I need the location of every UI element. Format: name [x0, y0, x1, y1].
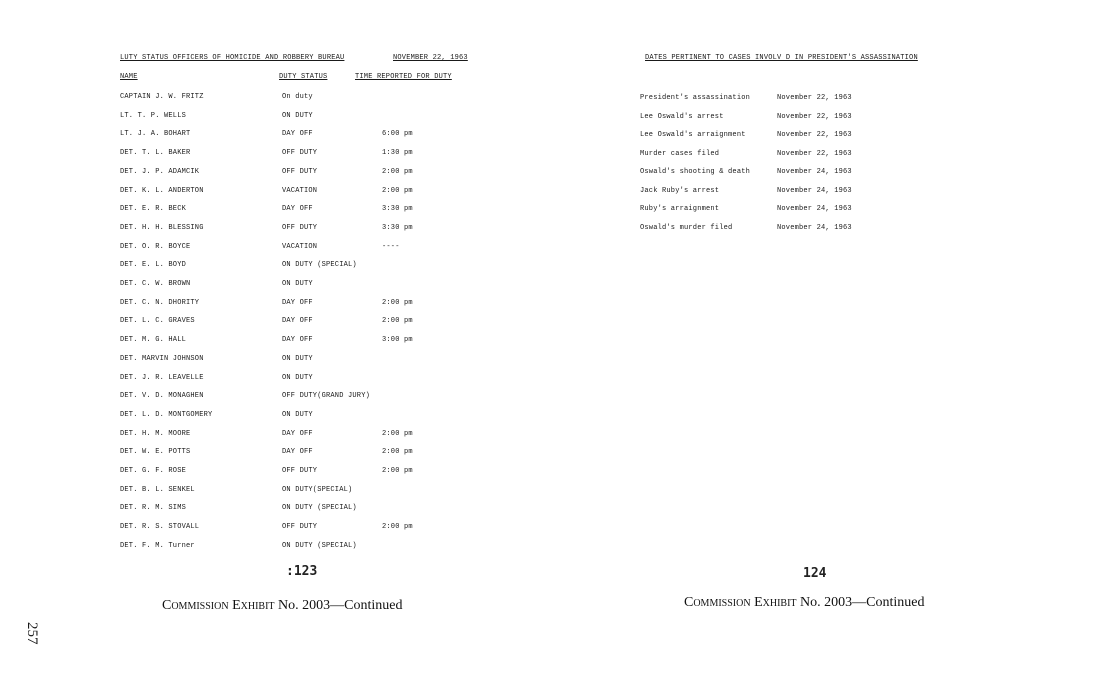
left-header-title: LUTY STATUS OFFICERS OF HOMICIDE AND ROBBERY BUREAU	[120, 54, 345, 62]
event-name: Ruby's arraignment	[640, 205, 720, 213]
officer-name: DET. G. F. ROSE	[120, 467, 187, 475]
officer-name: LT. T. P. WELLS	[120, 112, 187, 120]
officer-name: DET. R. M. SIMS	[120, 504, 187, 512]
duty-status: ON DUTY (SPECIAL)	[282, 542, 357, 550]
event-date: November 22, 1963	[777, 131, 852, 139]
event-name: Lee Oswald's arraignment	[640, 131, 746, 139]
duty-status: VACATION	[282, 243, 318, 251]
duty-status: OFF DUTY	[282, 523, 318, 531]
right-exhibit-caption	[684, 595, 924, 611]
officer-name: DET. O. R. BOYCE	[120, 243, 191, 251]
duty-status: VACATION	[282, 187, 318, 195]
duty-status: OFF DUTY(GRAND JURY)	[282, 392, 371, 400]
right-page-number: 124	[803, 566, 827, 581]
event-name: Murder cases filed	[640, 150, 720, 158]
officer-name: DET. J. R. LEAVELLE	[120, 374, 204, 382]
time-reported: 2:00 pm	[382, 317, 413, 325]
time-reported: 6:00 pm	[382, 130, 413, 138]
duty-status: DAY OFF	[282, 317, 313, 325]
duty-status: OFF DUTY	[282, 467, 318, 475]
duty-status: ON DUTY	[282, 280, 313, 288]
time-reported: 2:00 pm	[382, 467, 413, 475]
officer-name: DET. L. D. MONTGOMERY	[120, 411, 213, 419]
event-date: November 24, 1963	[777, 168, 852, 176]
officer-name: DET. C. N. DHORITY	[120, 299, 200, 307]
duty-status: ON DUTY	[282, 355, 313, 363]
left-exhibit-caption	[162, 598, 402, 614]
column-header-name: NAME	[120, 73, 138, 81]
officer-name: DET. H. M. MOORE	[120, 430, 191, 438]
event-name: Oswald's murder filed	[640, 224, 733, 232]
left-header-date: NOVEMBER 22, 1963	[393, 54, 468, 62]
duty-status: DAY OFF	[282, 430, 313, 438]
duty-status: OFF DUTY	[282, 224, 318, 232]
event-date: November 22, 1963	[777, 94, 852, 102]
event-date: November 24, 1963	[777, 224, 852, 232]
officer-name: LT. J. A. BOHART	[120, 130, 191, 138]
officer-name: DET. E. L. BOYD	[120, 261, 187, 269]
time-reported: 1:30 pm	[382, 149, 413, 157]
event-name: Lee Oswald's arrest	[640, 113, 724, 121]
duty-status: ON DUTY	[282, 112, 313, 120]
event-date: November 24, 1963	[777, 187, 852, 195]
officer-name: DET. C. W. BROWN	[120, 280, 191, 288]
event-date: November 22, 1963	[777, 113, 852, 121]
officer-name: DET. R. S. STOVALL	[120, 523, 200, 531]
time-reported: 2:00 pm	[382, 523, 413, 531]
duty-status: DAY OFF	[282, 448, 313, 456]
officer-name: DET. H. H. BLESSING	[120, 224, 204, 232]
duty-status: DAY OFF	[282, 336, 313, 344]
duty-status: OFF DUTY	[282, 149, 318, 157]
column-header-duty-status: DUTY STATUS	[279, 73, 328, 81]
event-name: President's assassination	[640, 94, 751, 102]
officer-name: DET. T. L. BAKER	[120, 149, 191, 157]
event-name: Oswald's shooting & death	[640, 168, 751, 176]
event-name: Jack Ruby's arrest	[640, 187, 720, 195]
time-reported: ----	[382, 243, 400, 251]
officer-name: DET. K. L. ANDERTON	[120, 187, 204, 195]
duty-status: ON DUTY(SPECIAL)	[282, 486, 353, 494]
side-page-number: 257	[24, 622, 40, 645]
time-reported: 2:00 pm	[382, 430, 413, 438]
duty-status: ON DUTY (SPECIAL)	[282, 504, 357, 512]
column-header-time-reported: TIME REPORTED FOR DUTY	[355, 73, 452, 81]
time-reported: 3:00 pm	[382, 336, 413, 344]
duty-status: ON DUTY (SPECIAL)	[282, 261, 357, 269]
officer-name: DET. V. D. MONAGHEN	[120, 392, 204, 400]
duty-status: DAY OFF	[282, 299, 313, 307]
officer-name: DET. W. E. POTTS	[120, 448, 191, 456]
caption-suffix: No. 2003—Continued	[800, 595, 925, 610]
time-reported: 2:00 pm	[382, 168, 413, 176]
caption-prefix: Commission Exhibit	[162, 598, 275, 613]
event-date: November 22, 1963	[777, 150, 852, 158]
left-page-number: :123	[286, 564, 318, 579]
caption-prefix: Commission Exhibit	[684, 595, 797, 610]
officer-name: DET. E. R. BECK	[120, 205, 187, 213]
officer-name: DET. J. P. ADAMCIK	[120, 168, 200, 176]
duty-status: DAY OFF	[282, 130, 313, 138]
time-reported: 2:00 pm	[382, 448, 413, 456]
officer-name: CAPTAIN J. W. FRITZ	[120, 93, 204, 101]
time-reported: 3:30 pm	[382, 205, 413, 213]
time-reported: 3:30 pm	[382, 224, 413, 232]
caption-suffix: No. 2003—Continued	[278, 598, 403, 613]
duty-status: On duty	[282, 93, 313, 101]
officer-name: DET. L. C. GRAVES	[120, 317, 195, 325]
time-reported: 2:00 pm	[382, 187, 413, 195]
duty-status: DAY OFF	[282, 205, 313, 213]
duty-status: ON DUTY	[282, 374, 313, 382]
duty-status: OFF DUTY	[282, 168, 318, 176]
duty-status: ON DUTY	[282, 411, 313, 419]
right-header-title: DATES PERTINENT TO CASES INVOLV D IN PRESIDENT'S ASSASSINATION	[645, 54, 918, 62]
officer-name: DET. F. M. Turner	[120, 542, 195, 550]
event-date: November 24, 1963	[777, 205, 852, 213]
time-reported: 2:00 pm	[382, 299, 413, 307]
officer-name: DET. MARVIN JOHNSON	[120, 355, 204, 363]
officer-name: DET. B. L. SENKEL	[120, 486, 195, 494]
officer-name: DET. M. G. HALL	[120, 336, 187, 344]
